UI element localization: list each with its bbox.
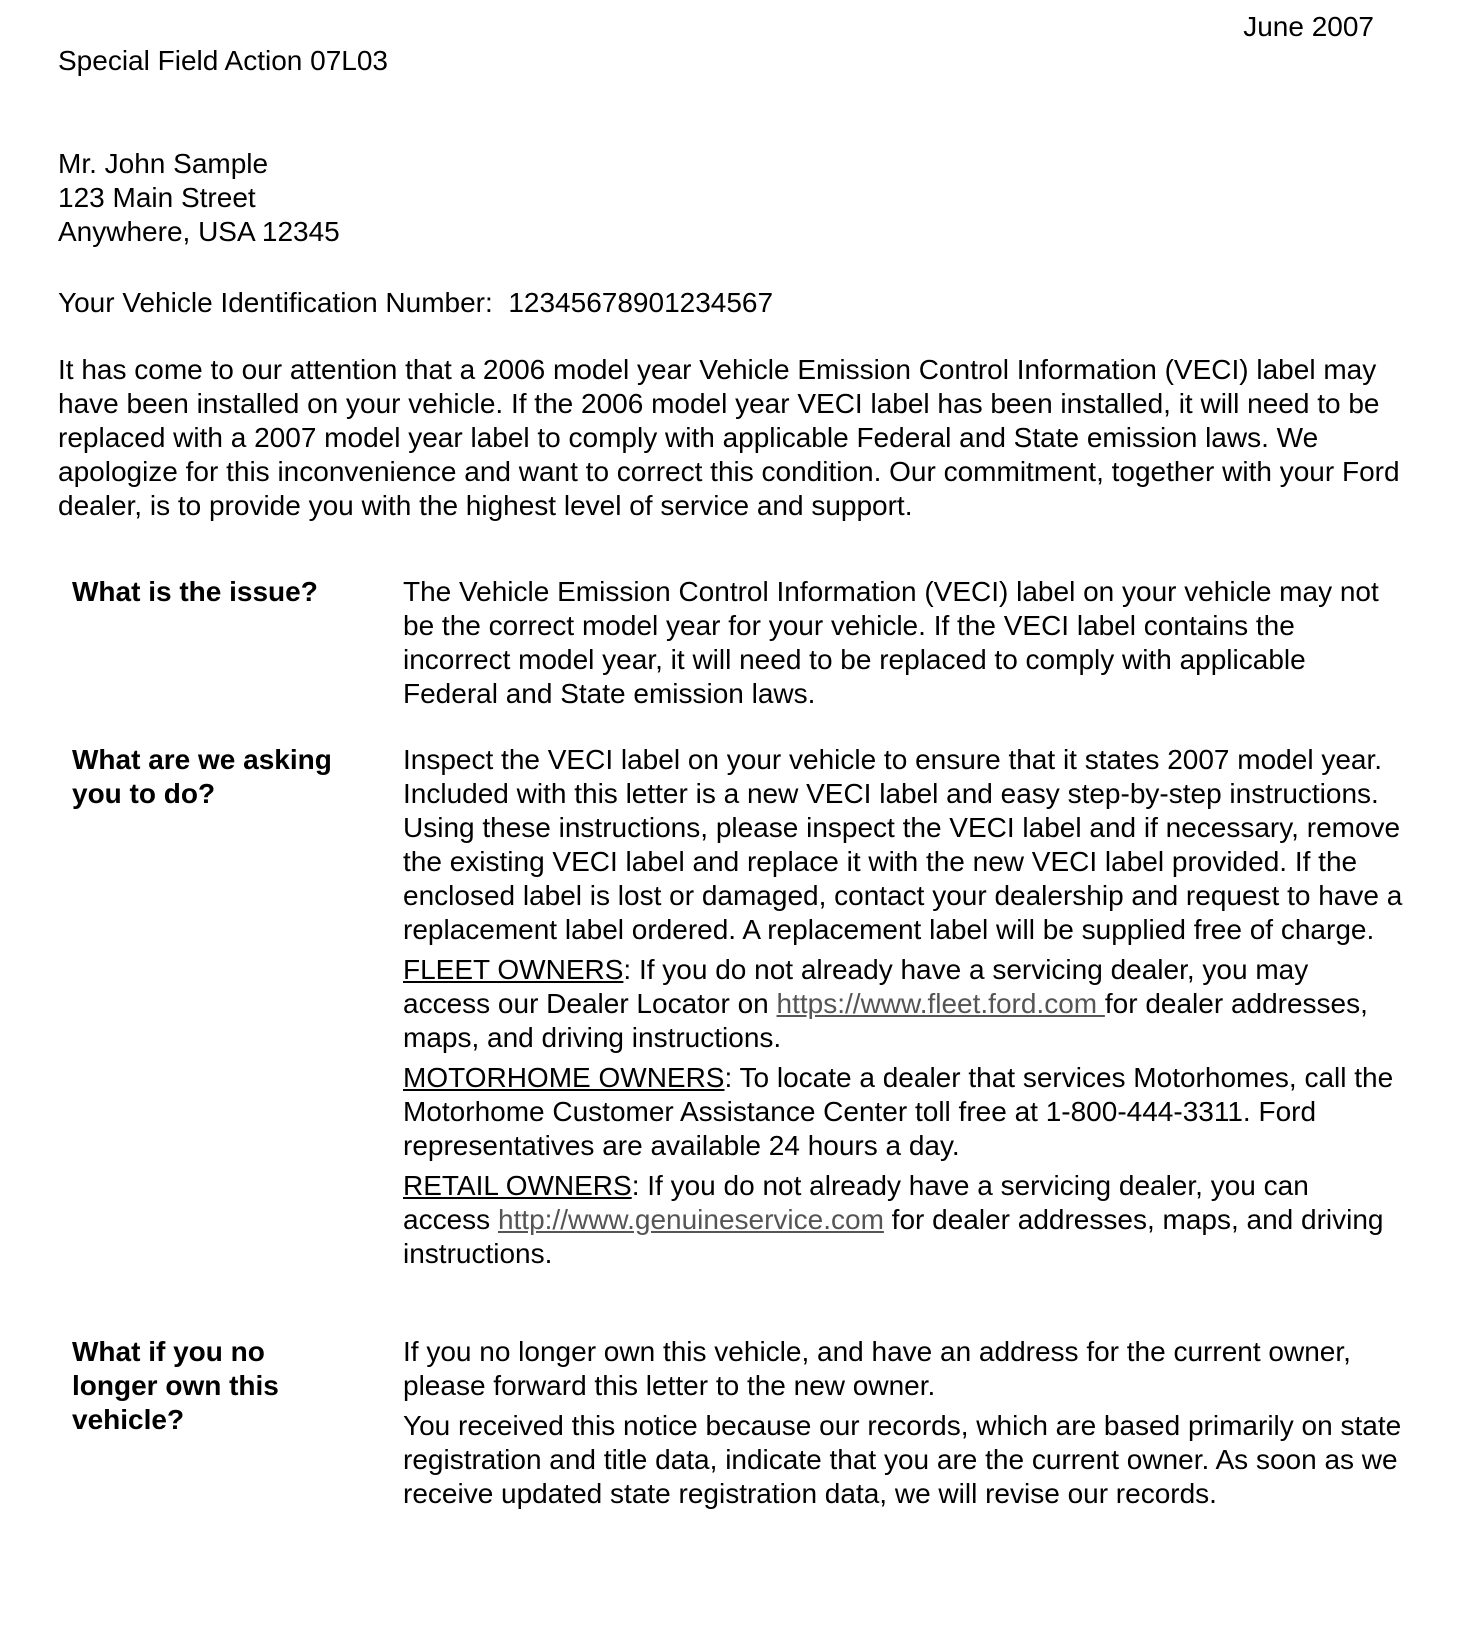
- asking-answer-block: [403, 743, 1403, 1277]
- letter-date: June 2007: [1243, 11, 1374, 42]
- special-field-action: Special Field Action 07L03: [58, 45, 388, 76]
- vin-label: Your Vehicle Identification Number:: [58, 287, 493, 318]
- vin-value: 12345678901234567: [508, 287, 774, 318]
- motorhome-owners-text: : To locate a dealer that services Motorhomes, call the Motorhome Customer Assistance Center toll free at 1-800-444-3311. Ford representatives are available 24 hours a day.: [403, 1062, 1394, 1161]
- fleet-owners-paragraph: [403, 953, 1403, 1055]
- no-longer-own-answer1: If you no longer own this vehicle, and have an address for the current owner, please forward this letter to the new owner.: [403, 1336, 1351, 1401]
- recipient-name: Mr. John Sample: [58, 148, 269, 179]
- genuineservice-link[interactable]: http://www.genuineservice.com: [497, 1204, 884, 1235]
- recipient-street: 123 Main Street: [58, 182, 256, 213]
- fleet-owners-text2: for dealer addresses, maps, and driving instructions.: [403, 988, 1368, 1053]
- asking-answer: Inspect the VECI label on your vehicle to ensure that it states 2007 model year. Included with this letter is a new VECI label and easy step-by-step instructions. Using these instructions, please inspect the VECI label and if necessary, remove the existing VECI label and replace it with the new VECI label provided. If the enclosed label is lost or damaged, contact your dealership and request to have a replacement label ordered. A replacement label will be supplied free of charge.: [403, 744, 1403, 945]
- retail-owners-paragraph: [403, 1169, 1403, 1271]
- recipient-address: [58, 147, 340, 249]
- motorhome-owners-heading: MOTORHOME OWNERS: [403, 1062, 725, 1093]
- no-longer-own-question: What if you no longer own this vehicle?: [72, 1336, 279, 1435]
- retail-owners-text1: : If you do not already have a servicing dealer, you can access: [403, 1170, 1309, 1235]
- fleet-owners-text1: : If you do not already have a servicing dealer, you may access our Dealer Locator on: [403, 954, 1309, 1019]
- intro-paragraph: It has come to our attention that a 2006 model year Vehicle Emission Control Information (VECI) label may have been installed on your vehicle. If the 2006 model year VECI label has been installed, it will need to be replaced with a 2007 model year label to comply with applicable Federal and State emission laws. We apologize for this inconvenience and want to correct this condition. Our commitment, together with your Ford dealer, is to provide you with the highest level of service and support.: [58, 354, 1400, 521]
- asking-question: What are we asking you to do?: [72, 744, 332, 809]
- no-longer-own-answer2: You received this notice because our records, which are based primarily on state registration and title data, indicate that you are the current owner. As soon as we receive updated state registration data, we will revise our records.: [403, 1410, 1402, 1509]
- issue-answer: The Vehicle Emission Control Information (VECI) label on your vehicle may not be the correct model year for your vehicle. If the VECI label contains the incorrect model year, it will need to be replaced to comply with applicable Federal and State emission laws.: [403, 576, 1379, 709]
- retail-owners-text2: for dealer addresses, maps, and driving instructions.: [403, 1204, 1384, 1269]
- issue-question: What is the issue?: [72, 576, 318, 607]
- fleet-ford-link[interactable]: https://www.fleet.ford.com: [776, 988, 1105, 1019]
- recipient-city: Anywhere, USA 12345: [58, 216, 340, 247]
- no-longer-own-answer-block: [403, 1335, 1403, 1517]
- vin-line: [58, 286, 773, 320]
- fleet-owners-heading: FLEET OWNERS: [403, 954, 624, 985]
- motorhome-owners-paragraph: [403, 1061, 1403, 1163]
- retail-owners-heading: RETAIL OWNERS: [403, 1170, 632, 1201]
- issue-answer-block: [403, 575, 1403, 717]
